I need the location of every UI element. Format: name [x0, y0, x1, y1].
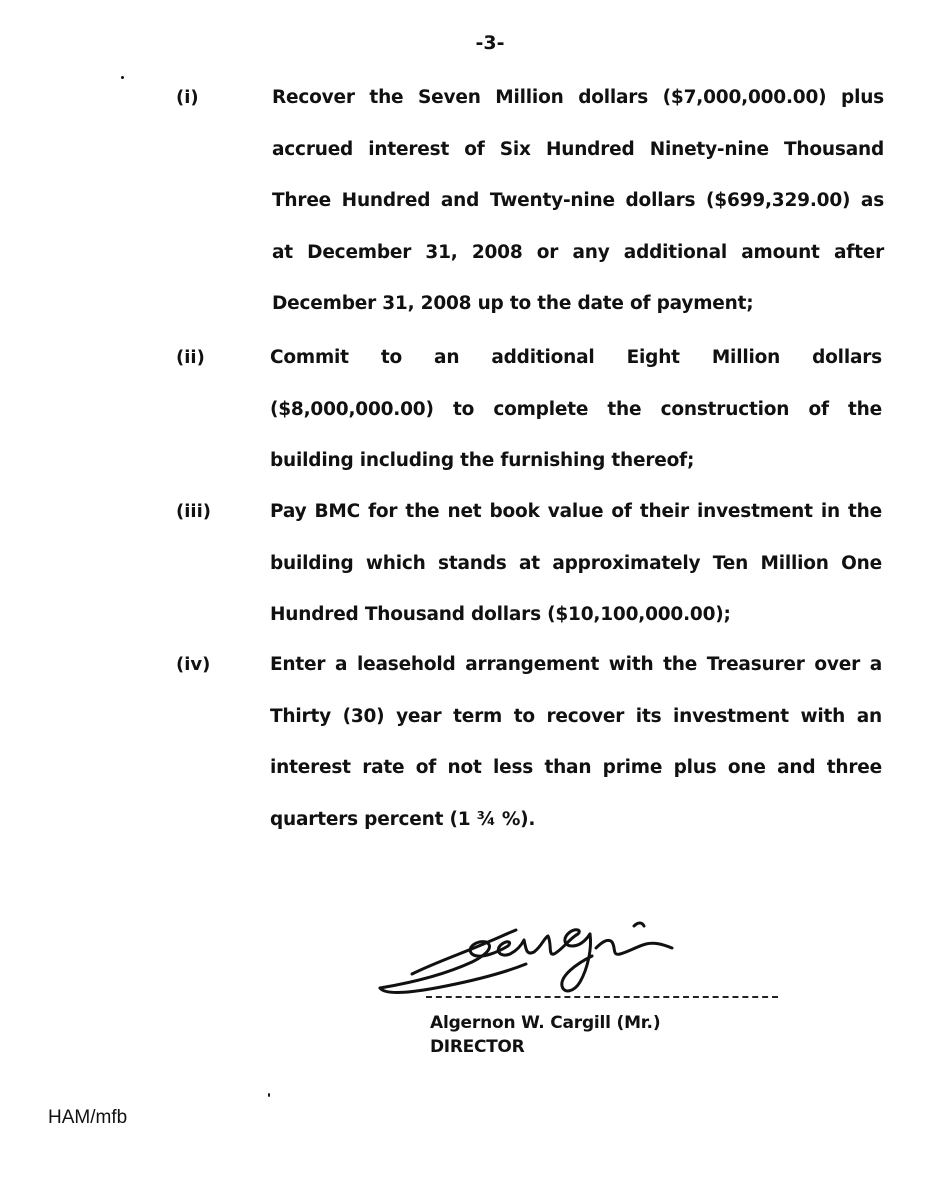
scan-speck — [268, 1093, 270, 1097]
signer-name: Algernon W. Cargill (Mr.) — [430, 1013, 661, 1033]
scan-speck — [121, 76, 124, 79]
item-text: Pay BMC for the net book value of their investment in the building which stands at approximately Ten Million One Hundred Thousand dollars ($10,100,000.00); — [270, 501, 882, 625]
item-label: (ii) — [176, 347, 205, 368]
signature-line — [426, 996, 778, 998]
reference-initials: HAM/mfb — [48, 1107, 128, 1128]
page-number: -3- — [475, 32, 505, 54]
item-label: (iv) — [176, 654, 211, 675]
item-text: Recover the Seven Million dollars ($7,000,000.00) plus accrued interest of Six Hundred Ninety-nine Thousand Three Hundred and Twenty-nine dollars ($699,329.00) as at December 31, 2008 or any additional amount after December 31, 2008 up to the date of payment; — [272, 87, 884, 314]
signer-title: DIRECTOR — [430, 1037, 525, 1057]
handwritten-signature — [376, 912, 696, 1002]
item-text: Commit to an additional Eight Million dollars ($8,000,000.00) to complete the construction of the building including the furnishing thereof; — [270, 347, 882, 471]
item-label: (i) — [176, 87, 199, 108]
item-label: (iii) — [176, 501, 211, 522]
item-text: Enter a leasehold arrangement with the Treasurer over a Thirty (30) year term to recover its investment with an interest rate of not less than prime plus one and three quarters percent (1 ¾ %). — [270, 654, 882, 830]
